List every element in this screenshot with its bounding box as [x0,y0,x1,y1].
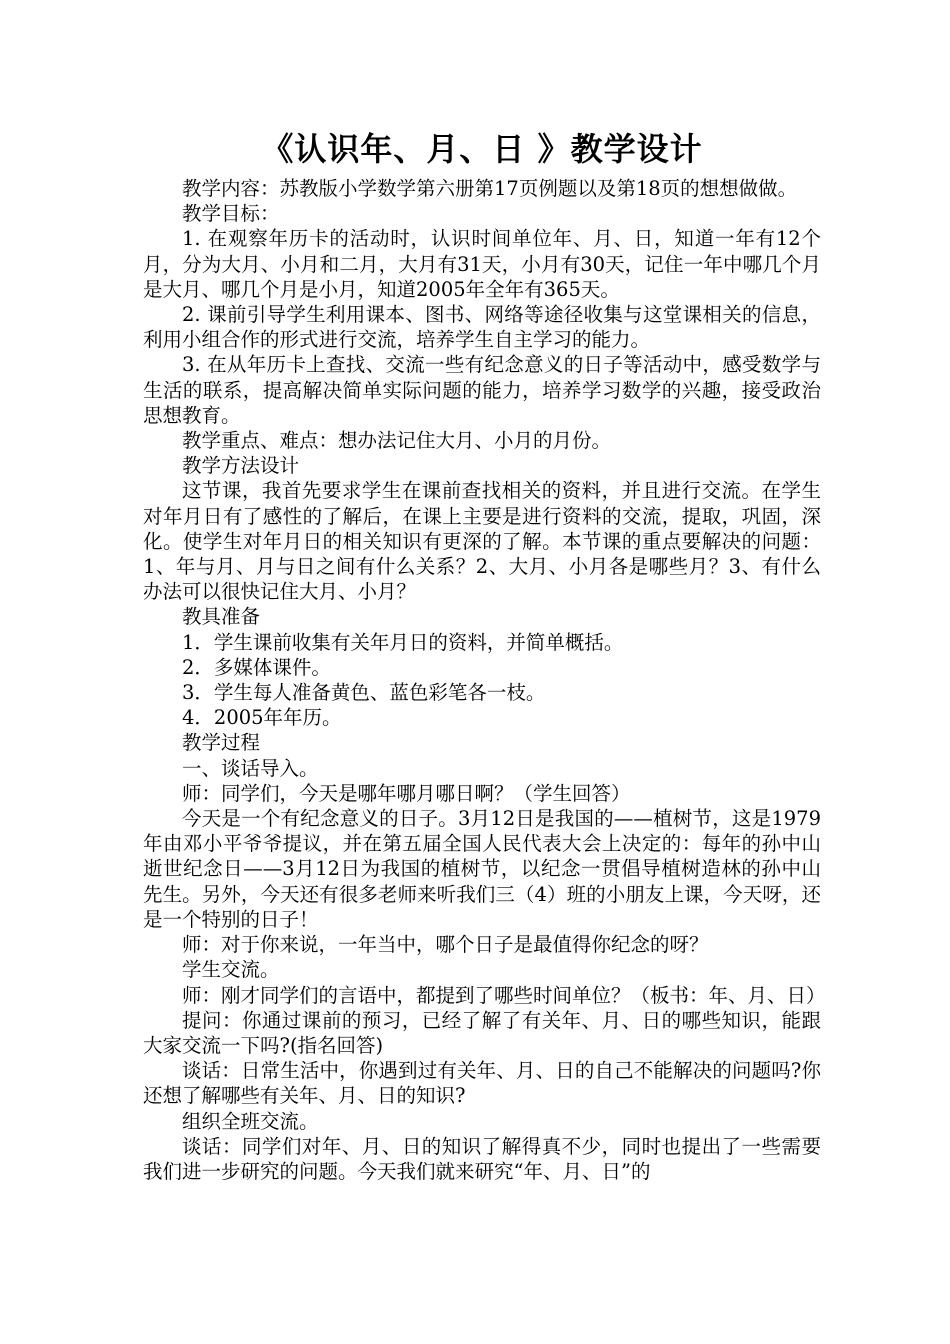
material-item: 2．多媒体课件。 [182,655,331,679]
document-title: 《认识年、月、日 》教学设计 [261,130,703,168]
material-item: 4．2005年年历。 [182,706,342,730]
dialogue-paragraph: 学生交流。 [182,958,280,982]
key-difficulties: 教学重点、难点：想办法记住大月、小月的月份。 [182,429,612,453]
method-heading: 教学方法设计 [182,454,300,478]
objective-1: 1. 在观察年历卡的活动时，认识时间单位年、月、日，知道一年有12个月，分为大月、小月和二月，大月有31天，小月有30天，记住一年中哪几个月是大月、哪几个月是小月，知道2005年全年有365天。 [143,227,821,301]
section-heading: 一、谈话导入。 [182,756,319,780]
document-body [143,128,826,1184]
materials-heading: 教具准备 [182,605,261,629]
dialogue-paragraph: 师：对于你来说，一年当中，哪个日子是最值得你纪念的呀？ [182,933,709,957]
dialogue-paragraph: 组织全班交流。 [182,1109,319,1133]
dialogue-paragraph: 师：同学们，今天是哪年哪月哪日啊？（学生回答） [182,781,631,805]
dialogue-paragraph: 谈话：日常生活中，你遇到过有关年、月、日的自己不能解决的问题吗?你还想了解哪些有关年、月、日的知识? [143,1059,821,1108]
objectives-heading: 教学目标： [182,202,280,226]
dialogue-paragraph: 提问：你通过课前的预习，已经了解了有关年、月、日的哪些知识，能跟大家交流一下吗?(指名回答) [143,1008,821,1057]
objective-2: 2. 课前引导学生利用课本、图书、网络等途径收集与这堂课相关的信息，利用小组合作的形式进行交流，培养学生自主学习的能力。 [143,303,821,352]
dialogue-paragraph: 今天是一个有纪念意义的日子。3月12日是我国的——植树节，这是1979年由邓小平爷爷提议，并在第五届全国人民代表大会上决定的：每年的孙中山逝世纪念日——3月12日为我国的植树节，以纪念一贯倡导植树造林的孙中山先生。另外，今天还有很多老师来听我们三（4）班的小朋友上课，今天呀，还是一个特别的日子！ [143,807,821,931]
dialogue-paragraph: 谈话：同学们对年、月、日的知识了解得真不少，同时也提出了一些需要我们进一步研究的问题。今天我们就来研究“年、月、日”的 [143,1134,821,1183]
material-item: 3．学生每人准备黄色、蓝色彩笔各一枝。 [182,681,546,705]
process-heading: 教学过程 [182,731,261,755]
objective-3: 3. 在从年历卡上查找、交流一些有纪念意义的日子等活动中，感受数学与生活的联系，提高解决简单实际问题的能力，培养学习数学的兴趣，接受政治思想教育。 [143,353,821,427]
material-item: 1．学生课前收集有关年月日的资料，并简单概括。 [182,630,624,654]
method-paragraph: 这节课，我首先要求学生在课前查找相关的资料，并且进行交流。在学生对年月日有了感性的了解后，在课上主要是进行资料的交流，提取，巩固，深化。使学生对年月日的相关知识有更深的了解。本节课的重点要解决的问题：1、年与月、月与日之间有什么关系？2、大月、小月各是哪些月？3、有什么办法可以很快记住大月、小月？ [143,479,821,604]
teaching-content: 教学内容：苏教版小学数学第六册第17页例题以及第18页的想想做做。 [182,177,798,200]
dialogue-paragraph: 师：刚才同学们的言语中，都提到了哪些时间单位？（板书：年、月、日） [182,983,826,1007]
